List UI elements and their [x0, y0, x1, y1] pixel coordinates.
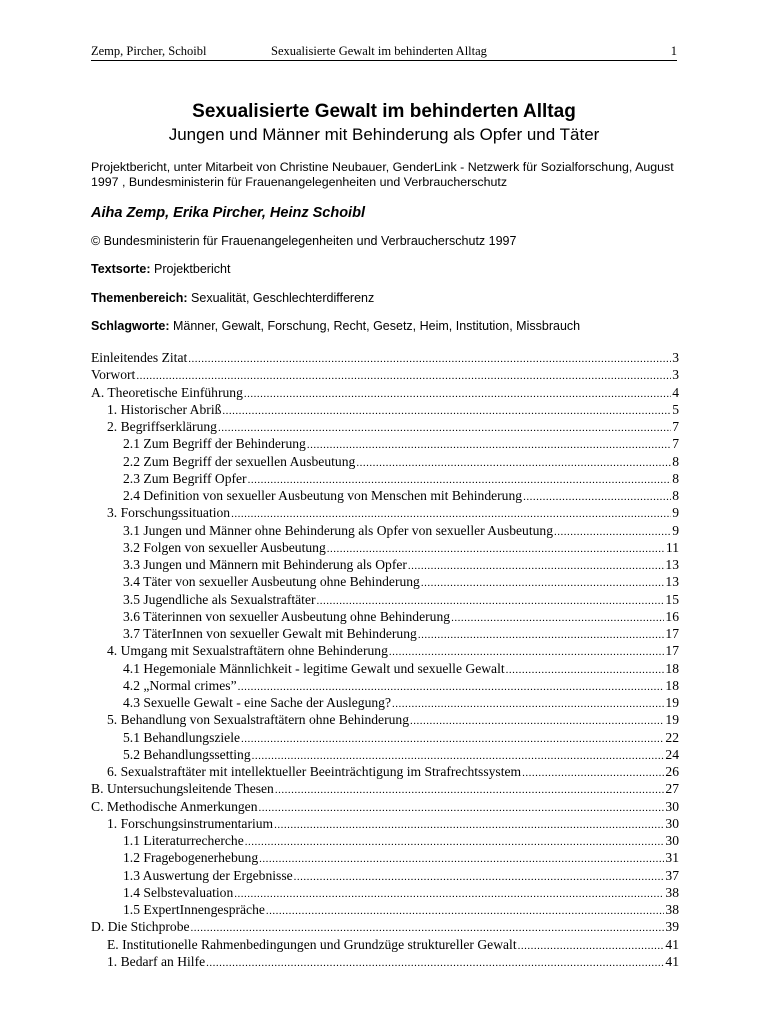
toc-entry[interactable] [91, 539, 679, 556]
toc-leader-dots [408, 558, 665, 575]
toc-entry[interactable] [91, 711, 679, 728]
toc-entry-page: 8 [672, 470, 679, 486]
toc-entry[interactable] [91, 884, 679, 901]
toc-entry-page: 18 [665, 677, 679, 693]
toc-entry-page: 7 [672, 419, 679, 434]
toc-leader-dots [234, 886, 664, 903]
toc-entry-label: 1. Bedarf an Hilfe [107, 953, 206, 969]
toc-entry-label: 2.4 Definition von sexueller Ausbeutung von Menschen mit Behinderung [123, 488, 523, 503]
toc-entry[interactable] [91, 366, 679, 383]
toc-entry[interactable] [91, 832, 679, 849]
toc-entry-page: 19 [665, 712, 679, 728]
toc-entry-page: 5 [672, 401, 679, 417]
toc-entry[interactable] [91, 694, 679, 711]
toc-entry[interactable] [91, 936, 679, 953]
toc-leader-dots [451, 610, 664, 627]
toc-entry-label: 2.1 Zum Begriff der Behinderung [123, 436, 306, 452]
toc-leader-dots [421, 575, 665, 592]
toc-entry-page: 13 [665, 557, 679, 572]
toc-entry-page: 15 [665, 591, 679, 607]
toc-leader-dots [275, 782, 665, 799]
toc-leader-dots [523, 489, 671, 506]
toc-entry-label: A. Theoretische Einführung [91, 384, 243, 400]
toc-entry[interactable] [91, 349, 679, 366]
toc-entry-page: 3 [672, 367, 679, 383]
toc-leader-dots [222, 403, 671, 420]
toc-entry[interactable] [91, 487, 679, 504]
toc-entry[interactable] [91, 677, 679, 694]
toc-entry-label: 3.5 Jugendliche als Sexualstraftäter [123, 591, 316, 607]
toc-entry-label: 5. Behandlung von Sexualstraftätern ohne Behinderung [107, 712, 410, 728]
toc-entry[interactable] [91, 918, 679, 935]
running-header [91, 44, 677, 61]
toc-entry-page: 37 [665, 867, 679, 883]
toc-entry-page: 9 [672, 522, 679, 538]
toc-leader-dots [294, 869, 665, 886]
toc-entry[interactable] [91, 504, 679, 521]
toc-entry-page: 3 [672, 350, 679, 365]
schlagworte-line [91, 319, 580, 334]
toc-entry-page: 17 [665, 626, 679, 641]
toc-entry-page: 24 [665, 746, 679, 762]
toc-entry-label: 2. Begriffserklärung [107, 419, 217, 434]
toc-entry-label: 5.1 Behandlungsziele [123, 729, 241, 745]
toc-entry-page: 19 [665, 695, 679, 710]
toc-entry-page: 22 [665, 729, 679, 745]
toc-leader-dots [356, 455, 671, 472]
toc-entry-page: 27 [665, 781, 679, 797]
textsorte-line [91, 262, 230, 277]
toc-entry[interactable] [91, 435, 679, 452]
toc-entry[interactable] [91, 453, 679, 470]
toc-entry-label: 3.3 Jungen und Männern mit Behinderung als Opfer [123, 557, 407, 572]
toc-entry[interactable] [91, 470, 679, 487]
toc-leader-dots [554, 524, 671, 541]
toc-entry-label: 1.2 Fragebogenerhebung [123, 850, 259, 866]
toc-entry[interactable] [91, 953, 679, 970]
toc-entry-page: 30 [665, 798, 679, 814]
toc-entry[interactable] [91, 815, 679, 832]
toc-leader-dots [241, 731, 664, 748]
toc-entry-page: 39 [665, 919, 679, 935]
toc-entry-page: 18 [665, 660, 679, 676]
toc-entry-label: Vorwort [91, 367, 136, 383]
toc-entry[interactable] [91, 780, 679, 797]
toc-entry[interactable] [91, 418, 679, 435]
header-authors: Zemp, Pircher, Schoibl [91, 44, 207, 58]
toc-entry-label: 2.3 Zum Begriff Opfer [123, 470, 247, 486]
toc-leader-dots [259, 800, 665, 817]
toc-leader-dots [259, 851, 664, 868]
toc-leader-dots [274, 817, 664, 834]
toc-entry-page: 13 [665, 574, 679, 590]
toc-entry-label: 1.3 Auswertung der Ergebnisse [123, 867, 293, 883]
toc-entry-page: 4 [672, 384, 679, 400]
toc-entry-page: 11 [665, 539, 679, 555]
toc-entry-label: 1.4 Selbstevaluation [123, 884, 234, 900]
toc-entry-label: 1. Historischer Abriß [107, 401, 222, 417]
toc-entry-label: 5.2 Behandlungssetting [123, 746, 251, 762]
header-title: Sexualisierte Gewalt im behinderten Alltag [271, 44, 487, 58]
toc-leader-dots [522, 765, 664, 782]
toc-entry[interactable] [91, 798, 679, 815]
toc-entry[interactable] [91, 522, 679, 539]
toc-entry-label: 1.5 ExpertInnengespräche [123, 902, 265, 917]
toc-leader-dots [506, 662, 665, 679]
toc-entry-page: 26 [665, 764, 679, 779]
toc-leader-dots [410, 713, 664, 730]
toc-entry-label: 1. Forschungsinstrumentarium [107, 815, 274, 831]
toc-leader-dots [245, 834, 665, 851]
toc-entry-label: 1.1 Literaturrecherche [123, 833, 244, 848]
toc-entry-label: 3.7 TäterInnen von sexueller Gewalt mit Behinderung [123, 626, 417, 641]
toc-entry-page: 30 [665, 815, 679, 831]
table-of-contents [91, 349, 679, 970]
toc-leader-dots [518, 938, 665, 955]
toc-entry-page: 9 [672, 505, 679, 521]
toc-entry-page: 8 [672, 488, 679, 503]
toc-entry[interactable] [91, 642, 679, 659]
toc-leader-dots [392, 696, 664, 713]
toc-entry-label: D. Die Stichprobe [91, 919, 190, 935]
toc-entry-label: 3.2 Folgen von sexueller Ausbeutung [123, 539, 326, 555]
toc-entry-page: 17 [665, 643, 679, 659]
report-note: Projektbericht, unter Mitarbeit von Christine Neubauer, GenderLink - Netzwerk für Sozialforschung, August 1997 , Bundesministerin für Frauenangelegenheiten und Verbraucherschutz [91, 160, 674, 189]
toc-entry-label: C. Methodische Anmerkungen [91, 798, 258, 814]
themen-line [91, 291, 374, 306]
toc-entry-page: 38 [665, 902, 679, 917]
toc-entry[interactable] [91, 901, 679, 918]
toc-entry-label: 3.1 Jungen und Männer ohne Behinderung als Opfer von sexueller Ausbeutung [123, 522, 554, 538]
toc-entry-label: 4. Umgang mit Sexualstraftätern ohne Behinderung [107, 643, 388, 659]
toc-entry-page: 16 [665, 608, 679, 624]
toc-entry-label: 4.1 Hegemoniale Männlichkeit - legitime Gewalt und sexuelle Gewalt [123, 660, 505, 676]
toc-entry[interactable] [91, 401, 679, 418]
toc-entry[interactable] [91, 384, 679, 401]
toc-entry[interactable] [91, 660, 679, 677]
header-page-number: 1 [670, 44, 677, 58]
toc-entry[interactable] [91, 763, 679, 780]
toc-entry[interactable] [91, 729, 679, 746]
toc-entry-label: 4.3 Sexuelle Gewalt - eine Sache der Auslegung? [123, 695, 392, 710]
schlagworte-label: Schlagworte: [91, 319, 170, 333]
toc-entry[interactable] [91, 625, 679, 642]
toc-entry-label: E. Institutionelle Rahmenbedingungen und Grundzüge struktureller Gewalt [107, 936, 517, 952]
document-title: Sexualisierte Gewalt im behinderten Alltag [192, 101, 576, 122]
schlagworte-value: Männer, Gewalt, Forschung, Recht, Gesetz, Heim, Institution, Missbrauch [172, 319, 581, 333]
toc-entry-page: 7 [672, 436, 679, 452]
toc-leader-dots [206, 955, 664, 972]
toc-entry-page: 38 [665, 884, 679, 900]
toc-entry-label: 3.4 Täter von sexueller Ausbeutung ohne Behinderung [123, 574, 420, 590]
toc-leader-dots [266, 903, 664, 920]
toc-entry-page: 41 [665, 936, 679, 952]
toc-entry-label: 3.6 Täterinnen von sexueller Ausbeutung ohne Behinderung [123, 608, 451, 624]
toc-leader-dots [418, 627, 665, 644]
toc-entry[interactable] [91, 746, 679, 763]
toc-leader-dots [188, 351, 671, 368]
document-authors: Aiha Zemp, Erika Pircher, Heinz Schoibl [91, 205, 365, 221]
textsorte-value: Projektbericht [154, 262, 231, 276]
toc-entry-label: 3. Forschungssituation [107, 505, 231, 521]
toc-entry-label: 6. Sexualstraftäter mit intellektueller Beeinträchtigung im Strafrechtssystem [107, 764, 522, 779]
toc-leader-dots [307, 437, 671, 454]
toc-entry[interactable] [91, 556, 679, 573]
toc-entry[interactable] [91, 608, 679, 625]
toc-entry-page: 31 [665, 850, 679, 866]
toc-entry[interactable] [91, 573, 679, 590]
toc-entry-label: B. Untersuchungsleitende Thesen [91, 781, 274, 797]
toc-entry-label: 4.2 „Normal crimes” [123, 677, 237, 693]
toc-entry[interactable] [91, 591, 679, 608]
toc-leader-dots [244, 386, 671, 403]
toc-entry[interactable] [91, 849, 679, 866]
document-subtitle: Jungen und Männer mit Behinderung als Opfer und Täter [168, 125, 600, 144]
toc-entry-page: 8 [672, 453, 679, 469]
toc-entry-label: Einleitendes Zitat [91, 350, 188, 365]
textsorte-label: Textsorte: [91, 262, 151, 276]
toc-entry-page: 30 [665, 833, 679, 848]
themen-value: Sexualität, Geschlechterdifferenz [191, 291, 375, 305]
themen-label: Themenbereich: [91, 291, 188, 305]
toc-entry-label: 2.2 Zum Begriff der sexuellen Ausbeutung [123, 453, 356, 469]
toc-entry-page: 41 [665, 953, 679, 969]
copyright-line: © Bundesministerin für Frauenangelegenheiten und Verbraucherschutz 1997 [91, 234, 517, 248]
toc-entry[interactable] [91, 867, 679, 884]
